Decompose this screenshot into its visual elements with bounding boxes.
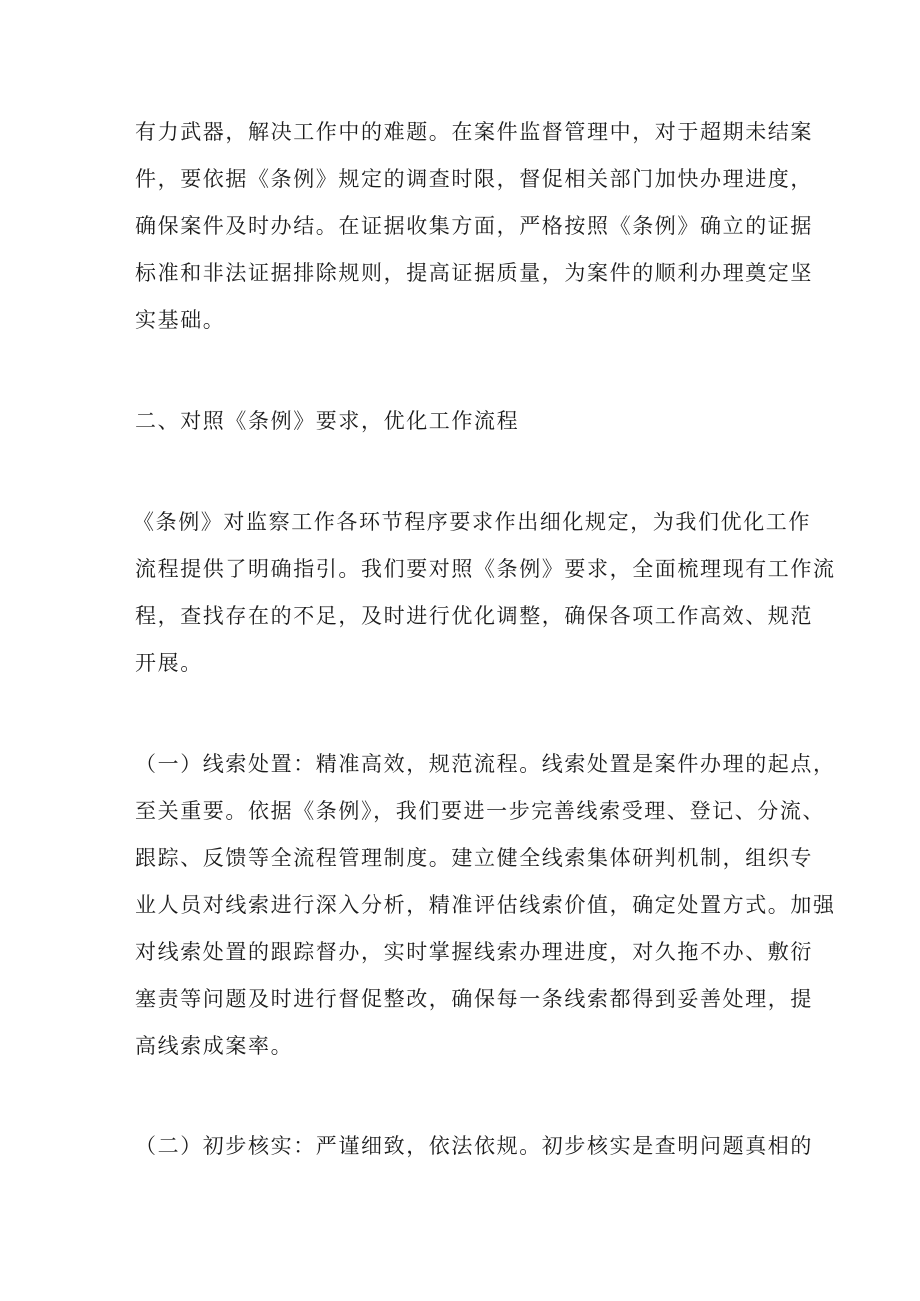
- text-line: 件，要依据《条例》规定的调查时限，督促相关部门加快办理进度，: [135, 167, 813, 191]
- text-line: 流程提供了明确指引。我们要对照《条例》要求，全面梳理现有工作流: [135, 557, 836, 581]
- text-line: 跟踪、反馈等全流程管理制度。建立健全线索集体研判机制，组织专: [135, 846, 813, 870]
- text-line: 高线索成案率。: [135, 1034, 294, 1058]
- text-line: 实基础。: [135, 308, 226, 332]
- text-line: 对线索处置的跟踪督办，实时掌握线索办理进度，对久拖不办、敷衍: [135, 940, 813, 964]
- text-line: 确保案件及时办结。在证据收集方面，严格按照《条例》确立的证据: [135, 214, 813, 238]
- text-line: 有力武器，解决工作中的难题。在案件监督管理中，对于超期未结案: [135, 120, 813, 144]
- text-line: 《条例》对监察工作各环节程序要求作出细化规定，为我们优化工作: [133, 510, 811, 534]
- text-line: 程，查找存在的不足，及时进行优化调整，确保各项工作高效、规范: [135, 604, 813, 628]
- text-line: （二）初步核实：严谨细致，依法依规。初步核实是查明问题真相的: [135, 1134, 813, 1158]
- text-line: 开展。: [135, 651, 203, 675]
- text-line: 标准和非法证据排除规则，提高证据质量，为案件的顺利办理奠定坚: [135, 261, 813, 285]
- text-line: （一）线索处置：精准高效，规范流程。线索处置是案件办理的起点，: [135, 752, 836, 776]
- text-line: 至关重要。依据《条例》，我们要进一步完善线索受理、登记、分流、: [135, 799, 826, 823]
- text-line: 业人员对线索进行深入分析，精准评估线索价值，确定处置方式。加强: [135, 893, 836, 917]
- text-line: 塞责等问题及时进行督促整改，确保每一条线索都得到妥善处理，提: [135, 987, 813, 1011]
- heading-text: 二、对照《条例》要求，优化工作流程: [135, 409, 520, 433]
